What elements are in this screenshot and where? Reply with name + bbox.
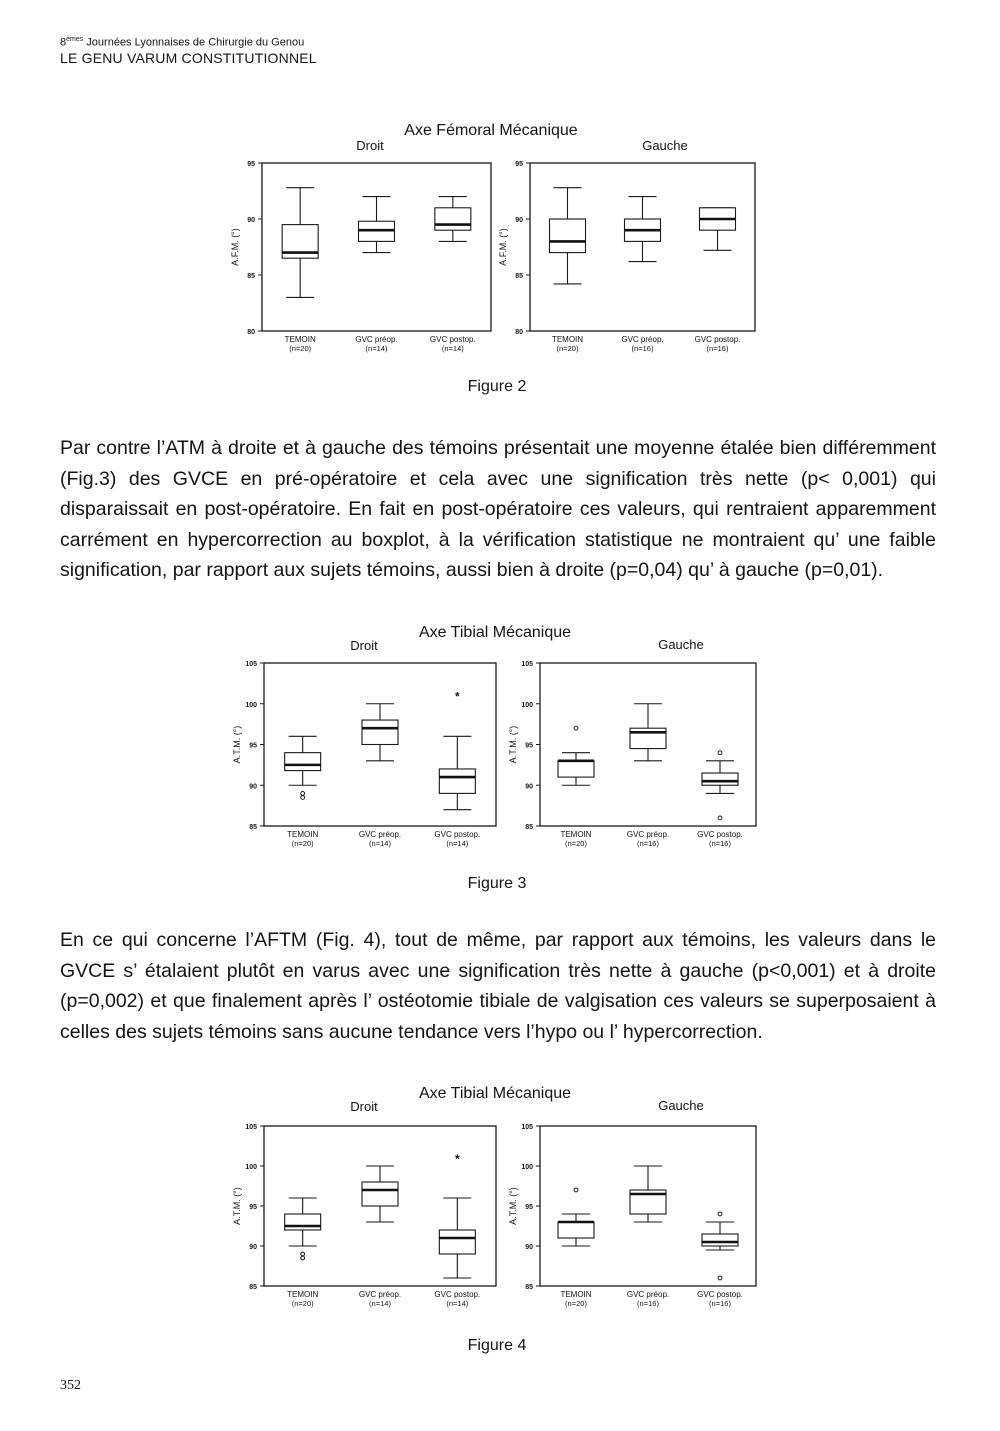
box-iqr bbox=[558, 761, 594, 777]
outlier-point bbox=[301, 792, 305, 796]
box-iqr bbox=[702, 1234, 738, 1246]
y-tick-label: 100 bbox=[521, 701, 533, 709]
box-iqr bbox=[435, 208, 471, 230]
category-count: (n=16) bbox=[706, 344, 729, 353]
series-title bbox=[60, 36, 317, 50]
y-tick-label: 90 bbox=[525, 1244, 533, 1251]
body-paragraph-1: Par contre l’ATM à droite et à gauche des témoins présentait une moyenne étalée bien différemment (Fig.3) des GVCE en pré-opératoire et cela avec une signification très nette (p< 0,001) qui disparaissait en post-opératoire. En fait en post-opératoire ces valeurs, qui rentraient apparemment carrément en hypercorrection au boxplot, à la vérification statistique ne montraient qu’ une faible signification, par rapport aux sujets témoins, aussi bien à droite (p=0,04) qu’ à gauche (p=0,01). bbox=[60, 437, 936, 582]
panel-label: Droit bbox=[356, 138, 384, 153]
panel-gauche bbox=[498, 138, 755, 353]
y-axis-label: A.T.M. (°) bbox=[508, 1187, 518, 1225]
box-3 bbox=[434, 1152, 480, 1308]
book-title: LE GENU VARUM CONSTITUTIONNEL bbox=[60, 50, 317, 67]
outlier-point bbox=[301, 1252, 305, 1256]
category-label: GVC préop. bbox=[355, 335, 398, 344]
box-3 bbox=[697, 1212, 743, 1308]
y-tick-label: 95 bbox=[249, 742, 257, 750]
box-iqr bbox=[439, 769, 475, 793]
box-1 bbox=[282, 188, 318, 353]
box-2 bbox=[621, 197, 663, 353]
y-tick-label: 95 bbox=[249, 1204, 257, 1211]
y-tick-label: 80 bbox=[247, 329, 255, 336]
y-tick-label: 105 bbox=[245, 1124, 257, 1131]
panel-label: Gauche bbox=[658, 1098, 704, 1113]
outlier-point bbox=[718, 816, 722, 820]
category-label: GVC préop. bbox=[358, 830, 402, 839]
category-label: TEMOIN bbox=[287, 1290, 319, 1299]
category-label: GVC postop. bbox=[434, 830, 481, 839]
box-2 bbox=[359, 1166, 401, 1308]
y-axis-label: A.T.M. (°) bbox=[508, 725, 518, 764]
y-tick-label: 90 bbox=[247, 217, 255, 224]
running-header bbox=[60, 36, 317, 68]
category-count: (n=14) bbox=[365, 344, 388, 353]
series-suffix: èmes bbox=[66, 36, 84, 43]
category-label: GVC postop. bbox=[694, 335, 741, 344]
category-label: TEMOIN bbox=[560, 830, 592, 839]
category-count: (n=14) bbox=[446, 1299, 469, 1308]
box-2 bbox=[355, 197, 397, 353]
y-tick-label: 105 bbox=[521, 1124, 533, 1131]
category-label: GVC postop. bbox=[434, 1290, 481, 1299]
body-paragraph-2: En ce qui concerne l’AFTM (Fig. 4), tout de même, par rapport aux témoins, les valeurs dans le GVCE s’ étalaient plutôt en varus avec une signification très nette à gauche (p<0,001) et à droite (p=0,002) et que finalement après l’ ostéotomie tibiale de valgisation ces valeurs se superposaient à celles des sujets témoins sans aucune tendance vers l’hypo ou l’ hypercorrection. bbox=[60, 929, 936, 1043]
category-label: TEMOIN bbox=[287, 830, 319, 839]
panel-label: Gauche bbox=[642, 138, 688, 153]
box-3 bbox=[434, 690, 480, 848]
y-tick-label: 90 bbox=[249, 1244, 257, 1251]
chart-title: Axe Fémoral Mécanique bbox=[404, 122, 578, 139]
category-label: GVC postop. bbox=[429, 335, 476, 344]
y-tick-label: 90 bbox=[515, 217, 523, 224]
box-iqr bbox=[362, 1182, 398, 1206]
box-iqr bbox=[285, 753, 321, 771]
figure-3-chart bbox=[0, 615, 1000, 870]
box-iqr bbox=[285, 1214, 321, 1230]
category-count: (n=16) bbox=[709, 1299, 731, 1308]
category-label: GVC préop. bbox=[626, 830, 670, 839]
category-label: GVC postop. bbox=[697, 830, 743, 839]
panel-droit bbox=[230, 138, 491, 353]
y-tick-label: 90 bbox=[525, 783, 533, 791]
category-label: GVC préop. bbox=[358, 1290, 402, 1299]
category-count: (n=20) bbox=[565, 839, 587, 848]
figure-2-chart bbox=[0, 115, 1000, 375]
category-label: TEMOIN bbox=[551, 335, 584, 344]
y-tick-label: 85 bbox=[525, 824, 533, 831]
category-label: GVC postop. bbox=[697, 1290, 743, 1299]
y-tick-label: 80 bbox=[515, 329, 523, 336]
y-axis-label: A.F.M. (°) bbox=[230, 228, 240, 266]
panel-label: Droit bbox=[350, 1099, 378, 1114]
box-1 bbox=[558, 726, 594, 848]
y-tick-label: 100 bbox=[245, 701, 257, 709]
y-tick-label: 85 bbox=[249, 824, 257, 831]
category-count: (n=14) bbox=[446, 839, 469, 848]
panel-gauche bbox=[508, 637, 756, 848]
y-tick-label: 100 bbox=[245, 1164, 257, 1171]
box-1 bbox=[285, 1198, 321, 1308]
panel-gauche bbox=[508, 1098, 756, 1308]
category-label: TEMOIN bbox=[284, 335, 316, 344]
extreme-point: * bbox=[454, 1152, 460, 1166]
panel-droit bbox=[232, 1099, 496, 1308]
y-tick-label: 85 bbox=[247, 273, 255, 280]
y-tick-label: 95 bbox=[525, 742, 533, 750]
category-count: (n=14) bbox=[369, 1299, 391, 1308]
box-3 bbox=[430, 197, 476, 353]
y-tick-label: 95 bbox=[525, 1204, 533, 1211]
y-axis-label: A.T.M. (°) bbox=[232, 725, 242, 764]
box-1 bbox=[285, 736, 321, 848]
category-count: (n=14) bbox=[369, 839, 391, 848]
y-tick-label: 100 bbox=[521, 1164, 533, 1171]
outlier-point bbox=[718, 1212, 722, 1216]
y-axis-label: A.T.M. (°) bbox=[232, 1187, 242, 1225]
box-2 bbox=[627, 1166, 669, 1308]
category-label: GVC préop. bbox=[621, 335, 664, 344]
y-tick-label: 95 bbox=[515, 161, 523, 168]
box-iqr bbox=[362, 720, 398, 744]
category-label: GVC préop. bbox=[626, 1290, 670, 1299]
figure-3-caption: Figure 3 bbox=[467, 875, 527, 892]
category-count: (n=20) bbox=[565, 1299, 587, 1308]
y-tick-label: 85 bbox=[515, 273, 523, 280]
category-count: (n=16) bbox=[709, 839, 731, 848]
category-count: (n=16) bbox=[637, 1299, 659, 1308]
outlier-point bbox=[301, 1256, 305, 1260]
panel-label: Gauche bbox=[658, 637, 704, 652]
chart-title: Axe Tibial Mécanique bbox=[418, 624, 572, 641]
category-count: (n=14) bbox=[441, 344, 464, 353]
y-axis-label: A.F.M. (°) bbox=[498, 228, 508, 266]
page-number: 352 bbox=[60, 1378, 81, 1393]
box-1 bbox=[558, 1188, 594, 1308]
panel-droit bbox=[232, 638, 496, 848]
box-3 bbox=[697, 751, 743, 848]
outlier-point bbox=[718, 1276, 722, 1280]
box-iqr bbox=[550, 219, 586, 253]
y-tick-label: 90 bbox=[249, 783, 257, 791]
category-count: (n=20) bbox=[291, 1299, 314, 1308]
panel-label: Droit bbox=[350, 638, 378, 653]
box-iqr bbox=[558, 1222, 594, 1238]
y-tick-label: 95 bbox=[247, 161, 255, 168]
category-count: (n=20) bbox=[289, 344, 312, 353]
outlier-point bbox=[718, 751, 722, 755]
box-1 bbox=[550, 188, 586, 353]
outlier-point bbox=[574, 1188, 578, 1192]
y-tick-label: 85 bbox=[525, 1284, 533, 1291]
category-count: (n=16) bbox=[631, 344, 654, 353]
figure-4-caption: Figure 4 bbox=[467, 1337, 527, 1354]
category-count: (n=20) bbox=[556, 344, 579, 353]
series-text: Journées Lyonnaises de Chirurgie du Genou bbox=[83, 36, 305, 49]
chart-title: Axe Tibial Mécanique bbox=[418, 1085, 572, 1102]
outlier-point bbox=[301, 796, 305, 800]
y-tick-label: 105 bbox=[245, 661, 257, 668]
y-tick-label: 85 bbox=[249, 1284, 257, 1291]
box-iqr bbox=[702, 773, 738, 785]
extreme-point: * bbox=[454, 689, 460, 704]
box-iqr bbox=[439, 1230, 475, 1254]
outlier-point bbox=[574, 726, 578, 730]
y-tick-label: 105 bbox=[521, 661, 533, 668]
category-label: TEMOIN bbox=[560, 1290, 592, 1299]
figure-4-chart bbox=[0, 1078, 1000, 1333]
series-number: 8 bbox=[60, 36, 67, 49]
category-count: (n=20) bbox=[291, 839, 314, 848]
figure-2-caption: Figure 2 bbox=[467, 378, 527, 395]
category-count: (n=16) bbox=[637, 839, 659, 848]
